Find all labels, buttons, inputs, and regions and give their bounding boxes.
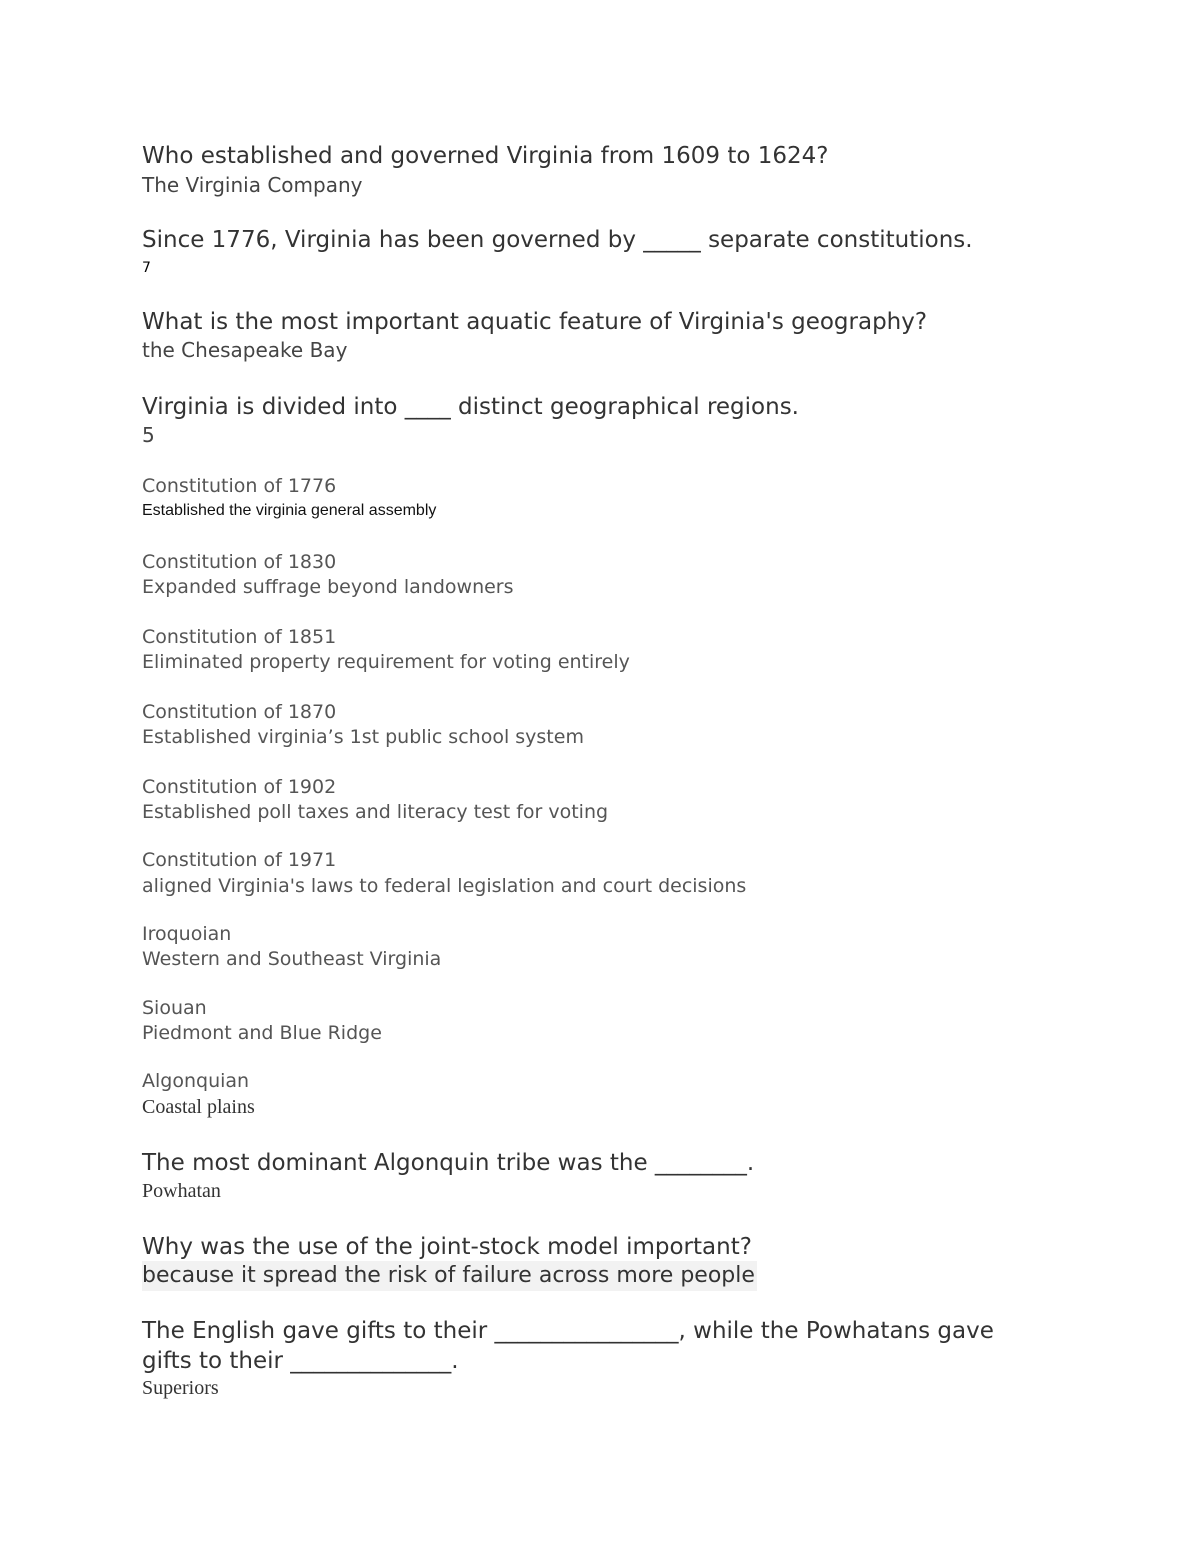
term-text: Algonquian xyxy=(142,1070,250,1092)
term-text: Constitution of 1971 xyxy=(142,849,337,871)
question-text: What is the most important aquatic feature of Virginia's geography? xyxy=(142,309,928,335)
term-text: Constitution of 1851 xyxy=(142,626,337,648)
term-text: Constitution of 1830 xyxy=(142,551,337,573)
answer-text: because it spread the risk of failure across more people xyxy=(142,1261,757,1291)
definition-text: Piedmont and Blue Ridge xyxy=(142,1022,382,1044)
definition-text: Established virginia’s 1st public school system xyxy=(142,726,584,748)
question-text: Why was the use of the joint-stock model important? xyxy=(142,1234,752,1260)
question-text: Virginia is divided into ____ distinct geographical regions. xyxy=(142,394,799,420)
definition-text: Established the virginia general assembly xyxy=(142,502,437,519)
answer-text: Superiors xyxy=(142,1377,219,1399)
term-text: Constitution of 1902 xyxy=(142,776,337,798)
definition-text: Western and Southeast Virginia xyxy=(142,948,442,970)
question-text: The most dominant Algonquin tribe was the ________. xyxy=(142,1150,755,1176)
question-text: Who established and governed Virginia from 1609 to 1624? xyxy=(142,143,829,169)
definition-text: Coastal plains xyxy=(142,1096,255,1118)
question-text: The English gave gifts to their ________________, while the Powhatans gave xyxy=(142,1318,994,1344)
definition-text: Expanded suffrage beyond landowners xyxy=(142,576,514,598)
answer-text: 5 xyxy=(142,423,155,447)
definition-text: aligned Virginia's laws to federal legislation and court decisions xyxy=(142,875,747,897)
answer-text: Powhatan xyxy=(142,1180,221,1202)
term-text: Iroquoian xyxy=(142,923,232,945)
question-text: Since 1776, Virginia has been governed by _____ separate constitutions. xyxy=(142,227,973,253)
term-text: Constitution of 1776 xyxy=(142,475,337,497)
definition-text: Established poll taxes and literacy test for voting xyxy=(142,801,609,823)
term-text: Constitution of 1870 xyxy=(142,701,337,723)
answer-text: The Virginia Company xyxy=(142,173,363,197)
answer-text: the Chesapeake Bay xyxy=(142,338,348,362)
term-text: Siouan xyxy=(142,997,207,1019)
answer-text: 7 xyxy=(142,260,151,276)
question-text: gifts to their ______________. xyxy=(142,1348,459,1374)
definition-text: Eliminated property requirement for voting entirely xyxy=(142,651,630,673)
